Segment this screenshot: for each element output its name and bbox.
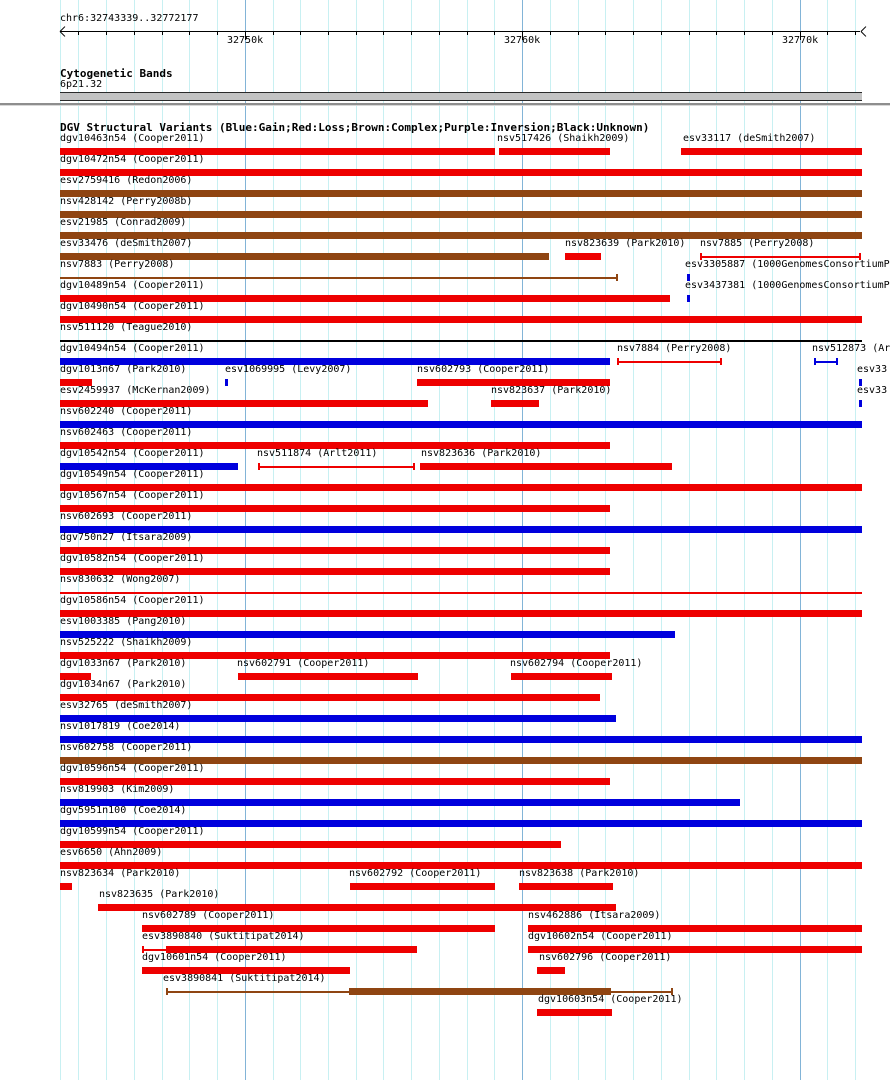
variant-label[interactable]: esv3890840 (Suktitipat2014) [142, 931, 305, 942]
variant-label[interactable]: dgv10603n54 (Cooper2011) [538, 994, 683, 1005]
variant-label[interactable]: nsv602796 (Cooper2011) [539, 952, 672, 963]
variant-label[interactable]: nsv823635 (Park2010) [99, 889, 220, 900]
variant-label[interactable]: esv33 [857, 364, 888, 375]
variant-label[interactable]: esv21985 (Conrad2009) [60, 217, 187, 228]
variant-label[interactable]: esv2759416 (Redon2006) [60, 175, 193, 186]
variant-bar[interactable] [565, 253, 601, 260]
variant-label[interactable]: dgv10582n54 (Cooper2011) [60, 553, 205, 564]
variant-bar[interactable] [687, 295, 690, 302]
variant-label[interactable]: nsv823638 (Park2010) [519, 868, 640, 879]
variant-label[interactable]: dgv10463n54 (Cooper2011) [60, 133, 205, 144]
variant-bar[interactable] [225, 379, 228, 386]
variant-label[interactable]: esv2459937 (McKernan2009) [60, 385, 211, 396]
variant-label[interactable]: dgv10586n54 (Cooper2011) [60, 595, 205, 606]
variant-label[interactable]: esv33117 (deSmith2007) [683, 133, 816, 144]
variant-label[interactable]: nsv602240 (Cooper2011) [60, 406, 193, 417]
variant-label[interactable]: nsv602789 (Cooper2011) [142, 910, 275, 921]
variant-bar[interactable] [519, 883, 613, 890]
ruler-tick-label: 32750k [227, 35, 264, 46]
variant-label[interactable]: nsv823636 (Park2010) [421, 448, 542, 459]
variant-bar[interactable] [350, 883, 495, 890]
variant-label[interactable]: dgv1034n67 (Park2010) [60, 679, 187, 690]
variant-label[interactable]: nsv823637 (Park2010) [491, 385, 612, 396]
variant-bar[interactable] [60, 883, 72, 890]
variant-line[interactable] [60, 592, 862, 594]
variant-label[interactable]: nsv525222 (Shaikh2009) [60, 637, 193, 648]
variant-line[interactable] [617, 361, 721, 363]
variant-label[interactable]: nsv511120 (Teague2010) [60, 322, 193, 333]
variant-bar[interactable] [511, 673, 612, 680]
variant-endtick-icon[interactable] [166, 988, 168, 995]
variant-endtick-icon[interactable] [814, 358, 816, 365]
variant-label[interactable]: nsv602792 (Cooper2011) [349, 868, 482, 879]
variant-bar[interactable] [499, 148, 610, 155]
variant-bar[interactable] [537, 967, 565, 974]
variant-bar[interactable] [420, 463, 672, 470]
variant-label[interactable]: dgv10472n54 (Cooper2011) [60, 154, 205, 165]
variant-label[interactable]: esv33476 (deSmith2007) [60, 238, 193, 249]
variant-bar[interactable] [859, 400, 862, 407]
variant-label[interactable]: nsv602758 (Cooper2011) [60, 742, 193, 753]
variant-label[interactable]: nsv428142 (Perry2008b) [60, 196, 193, 207]
variant-label[interactable]: nsv7885 (Perry2008) [700, 238, 815, 249]
variant-label[interactable]: esv1069995 (Levy2007) [225, 364, 352, 375]
variant-line[interactable] [142, 949, 166, 951]
variant-endtick-icon[interactable] [258, 463, 260, 470]
variant-bar[interactable] [491, 400, 539, 407]
variant-bar[interactable] [537, 1009, 612, 1016]
variant-label[interactable]: nsv830632 (Wong2007) [60, 574, 181, 585]
variant-label[interactable]: dgv1013n67 (Park2010) [60, 364, 187, 375]
variant-line[interactable] [700, 256, 860, 258]
cytoband-name: 6p21.32 [60, 79, 103, 90]
variant-line[interactable] [60, 277, 617, 279]
variant-label[interactable]: esv32765 (deSmith2007) [60, 700, 193, 711]
variant-label[interactable]: nsv517426 (Shaikh2009) [497, 133, 630, 144]
variant-label[interactable]: esv1003385 (Pang2010) [60, 616, 187, 627]
variant-label[interactable]: esv3305887 (1000GenomesConsortiumP [685, 259, 890, 270]
variant-label[interactable]: esv3437381 (1000GenomesConsortiumP [685, 280, 890, 291]
region-label: chr6:32743339..32772177 [60, 13, 199, 24]
variant-label[interactable]: esv3890841 (Suktitipat2014) [163, 973, 326, 984]
variant-label[interactable]: nsv602794 (Cooper2011) [510, 658, 643, 669]
variant-label[interactable]: nsv602793 (Cooper2011) [417, 364, 550, 375]
variant-label[interactable]: dgv10602n54 (Cooper2011) [528, 931, 673, 942]
variant-label[interactable]: dgv10596n54 (Cooper2011) [60, 763, 205, 774]
variant-endtick-icon[interactable] [413, 463, 415, 470]
ruler-tick-label: 32770k [782, 35, 819, 46]
variant-line[interactable] [166, 991, 349, 993]
variant-label[interactable]: nsv1017819 (Coe2014) [60, 721, 181, 732]
variant-label[interactable]: nsv823639 (Park2010) [565, 238, 686, 249]
variant-label[interactable]: dgv10567n54 (Cooper2011) [60, 490, 205, 501]
variant-label[interactable]: nsv602693 (Cooper2011) [60, 511, 193, 522]
variant-endtick-icon[interactable] [616, 274, 618, 281]
variant-label[interactable]: nsv512873 (Ar [812, 343, 890, 354]
variant-label[interactable]: nsv823634 (Park2010) [60, 868, 181, 879]
dgv-track-title: DGV Structural Variants (Blue:Gain;Red:Loss;Brown:Complex;Purple:Inversion;Black:Unknown) [60, 121, 650, 134]
variant-line[interactable] [258, 466, 414, 468]
variant-endtick-icon[interactable] [720, 358, 722, 365]
variant-label[interactable]: dgv10542n54 (Cooper2011) [60, 448, 205, 459]
variant-label[interactable]: dgv10490n54 (Cooper2011) [60, 301, 205, 312]
variant-label[interactable]: nsv511874 (Arlt2011) [257, 448, 378, 459]
variant-label[interactable]: dgv10549n54 (Cooper2011) [60, 469, 205, 480]
variant-endtick-icon[interactable] [836, 358, 838, 365]
variant-label[interactable]: dgv10489n54 (Cooper2011) [60, 280, 205, 291]
variant-label[interactable]: nsv7884 (Perry2008) [617, 343, 732, 354]
variant-bar[interactable] [238, 673, 418, 680]
variant-label[interactable]: esv33 [857, 385, 888, 396]
variant-label[interactable]: esv6650 (Ahn2009) [60, 847, 163, 858]
variant-label[interactable]: dgv10601n54 (Cooper2011) [142, 952, 287, 963]
variant-label[interactable]: dgv5951n100 (Coe2014) [60, 805, 187, 816]
cytoband-section-title: Cytogenetic Bands [60, 67, 173, 80]
variant-label[interactable]: nsv602463 (Cooper2011) [60, 427, 193, 438]
variant-label[interactable]: dgv1033n67 (Park2010) [60, 658, 187, 669]
variant-label[interactable]: nsv602791 (Cooper2011) [237, 658, 370, 669]
variant-label[interactable]: dgv10599n54 (Cooper2011) [60, 826, 205, 837]
variant-endtick-icon[interactable] [617, 358, 619, 365]
variant-line[interactable] [611, 991, 672, 993]
variant-line[interactable] [814, 361, 837, 363]
ruler-tick-label: 32760k [504, 35, 541, 46]
variant-label[interactable]: nsv819903 (Kim2009) [60, 784, 175, 795]
variant-label[interactable]: nsv462886 (Itsara2009) [528, 910, 661, 921]
variant-line[interactable] [60, 340, 862, 342]
variant-bar[interactable] [681, 148, 862, 155]
variant-label[interactable]: nsv7883 (Perry2008) [60, 259, 175, 270]
variant-label[interactable]: dgv10494n54 (Cooper2011) [60, 343, 205, 354]
variant-label[interactable]: dgv750n27 (Itsara2009) [60, 532, 193, 543]
